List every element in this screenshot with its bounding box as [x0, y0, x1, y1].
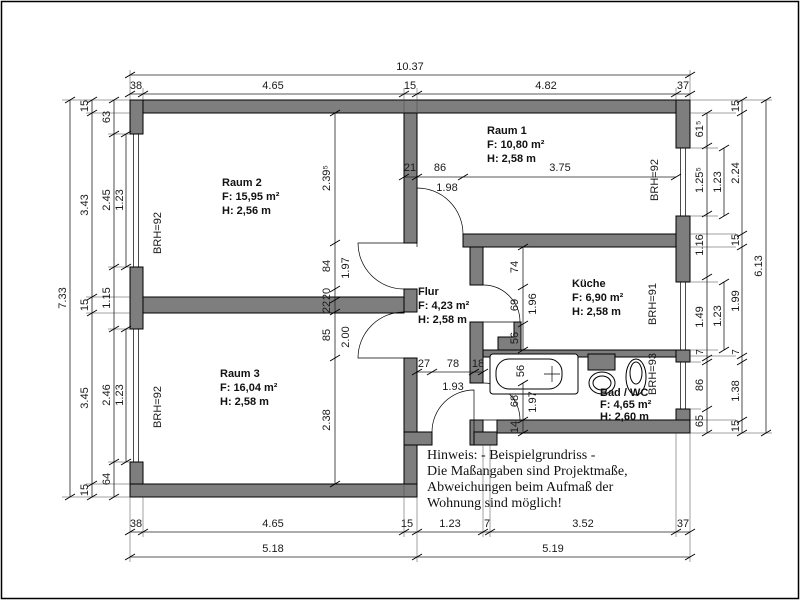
room-height: H: 2,56 m	[222, 205, 271, 217]
dim-left-inner-3: 2.46	[101, 384, 113, 406]
dim-bad-0: 68	[509, 394, 521, 408]
wall-center-bottom	[404, 358, 417, 484]
dim-top-3: 4.82	[535, 80, 557, 92]
room-name: Flur	[418, 286, 439, 298]
note-line-2: Die Maßangaben sind Projektmaße,	[427, 464, 628, 479]
dim-center-5: 2.38	[321, 409, 333, 431]
dim-bottom-5: 3.52	[572, 518, 594, 530]
dim-bad-1: 14	[509, 420, 521, 434]
dim-entry-1: 78	[446, 358, 460, 370]
dim-left-outer-1: 3.43	[79, 194, 91, 216]
dim-raum1-1: 86	[433, 162, 447, 174]
dim-center-height-0: 1.97	[340, 257, 352, 279]
dim-top-4: 37	[676, 80, 690, 92]
dim-bad-door-height: 1.97	[527, 391, 539, 413]
room-area: F: 4,65 m²	[600, 399, 652, 411]
wall-center-mid	[404, 289, 417, 312]
dim-left-outer-2: 15	[79, 298, 91, 312]
note-line-3: Abweichungen beim Aufmaß der	[427, 480, 614, 495]
room-label-kueche	[572, 278, 624, 318]
brh-bad: BRH=93	[647, 353, 659, 395]
dim-right-outer-2: 15	[730, 233, 742, 247]
room-area: F: 15,95 m²	[222, 191, 280, 203]
room-name: Bad / WC	[600, 387, 649, 399]
dim-right-total: 6.13	[753, 255, 765, 277]
dim-kueche-door-height: 1.96	[527, 293, 539, 315]
dim-entry-2: 18	[471, 358, 485, 370]
dim-right-outer-4: 7	[731, 349, 742, 355]
dim-left-outer-3: 3.45	[79, 387, 91, 409]
room-label-raum2	[222, 177, 280, 217]
brh-raum3: BRH=92	[152, 386, 164, 428]
room-name: Küche	[572, 278, 606, 290]
wall-bottom-left	[130, 484, 417, 497]
dim-raum1-0: 21	[403, 162, 417, 174]
dim-left-total: 7.33	[57, 287, 69, 309]
dim-right-inner-5: 86	[694, 378, 706, 392]
dim-kueche-2: 56	[509, 331, 521, 345]
dim-center-0: 2.39⁵	[321, 165, 333, 191]
brh-raum1: BRH=92	[649, 159, 661, 201]
room-height: H: 2,58 m	[220, 396, 269, 408]
dim-entry-door-height: 1.93	[442, 381, 464, 393]
wall-raum1-bottom	[463, 234, 676, 247]
dim-left-outer-4: 15	[79, 483, 91, 497]
dim-right-outer-1: 2.24	[730, 162, 742, 184]
wall-entry-niche-left	[404, 432, 432, 445]
dim-right-inner-0: 61⁵	[694, 120, 706, 138]
dim-bottom-1: 4.65	[262, 518, 284, 530]
dim-center-3: 22	[321, 300, 333, 314]
room-name: Raum 2	[222, 177, 262, 189]
bad-duct	[588, 354, 615, 370]
brh-kueche: BRH=91	[647, 283, 659, 325]
dim-right-inner-3: 1.49	[694, 306, 706, 328]
dim-top-0: 38	[129, 80, 143, 92]
dim-right-outer-3: 1.99	[730, 290, 742, 312]
dim-center-2: 20	[321, 287, 333, 301]
dim-left-window-1: 1.23	[114, 384, 126, 406]
dim-right-outer-5: 1.38	[730, 380, 742, 402]
dim-left-window-0: 1.23	[114, 189, 126, 211]
wall-flur-kueche-2	[470, 322, 483, 383]
wall-left-2	[130, 267, 143, 329]
wall-right-2	[676, 216, 690, 282]
room-area: F: 4,23 m²	[418, 300, 470, 312]
door-raum1-swing	[417, 188, 463, 234]
wall-left-1	[130, 100, 143, 134]
dim-right-outer-0: 15	[730, 99, 742, 113]
dim-bottom-2: 15	[400, 518, 414, 530]
room-name: Raum 1	[487, 125, 527, 137]
door-raum3-swing	[358, 312, 404, 358]
dim-left-outer-0: 15	[79, 99, 91, 113]
dim-right-inner-1: 1.25⁵	[694, 167, 706, 193]
dim-right-window-1: 1.23	[712, 305, 724, 327]
dim-raum1-2: 3.75	[549, 162, 571, 174]
dim-center-4: 85	[321, 328, 333, 342]
dim-left-inner-0: 63	[101, 110, 113, 124]
wall-top	[130, 100, 690, 113]
dim-bottom-6: 37	[676, 518, 690, 530]
room-name: Raum 3	[220, 368, 260, 380]
dim-left-inner-1: 2.45	[101, 189, 113, 211]
room-height: H: 2,58 m	[487, 153, 536, 165]
door-raum2-swing	[358, 243, 404, 289]
dim-right-inner-4: 7	[695, 349, 706, 355]
dim-bottom-3: 1.23	[439, 518, 461, 530]
dim-bottom-0: 38	[129, 518, 143, 530]
dim-right-inner-2: 1.16	[694, 234, 706, 256]
dim-left-inner-2: 1.15	[101, 287, 113, 309]
dim-top-total: 10.37	[396, 61, 424, 73]
brh-raum2: BRH=92	[152, 212, 164, 254]
room-height: H: 2,58 m	[418, 314, 467, 326]
room-label-bad	[600, 387, 652, 423]
dim-right-outer-6: 15	[730, 419, 742, 433]
dim-kueche-0: 74	[509, 260, 521, 274]
dim-raum1-door-height: 1.98	[436, 182, 458, 194]
dim-tub-width: 56	[515, 364, 527, 378]
note-line-4: Wohnung sind möglich!	[427, 496, 562, 511]
dim-entry-0: 27	[417, 358, 431, 370]
door-entry-swing	[432, 390, 474, 432]
wall-raum2-raum3-divider	[143, 297, 404, 313]
room-label-flur	[418, 286, 470, 326]
room-label-raum3	[220, 368, 278, 408]
dim-bottom-total-0: 5.18	[262, 543, 284, 555]
room-height: H: 2,60 m	[600, 411, 649, 423]
note-line-1: Hinweis: - Beispielgrundriss -	[427, 448, 596, 463]
wall-entry-niche-right	[474, 432, 497, 445]
dim-top-2: 15	[403, 80, 417, 92]
room-label-raum1	[487, 125, 545, 165]
dim-kueche-1: 69	[509, 298, 521, 312]
dim-left-inner-4: 64	[101, 472, 113, 486]
dim-bottom-total-1: 5.19	[542, 543, 564, 555]
room-area: F: 10,80 m²	[487, 139, 545, 151]
room-area: F: 16,04 m²	[220, 382, 278, 394]
dim-center-height-1: 2.00	[340, 326, 352, 348]
dim-bottom-4: 7	[483, 518, 491, 530]
room-area: F: 6,90 m²	[572, 292, 624, 304]
wall-flur-kueche-1	[470, 247, 483, 285]
dim-right-window-0: 1.23	[712, 171, 724, 193]
wc-inner	[630, 362, 642, 384]
wall-right-1	[676, 100, 690, 148]
dim-center-1: 84	[321, 259, 333, 273]
wall-right-3	[676, 350, 690, 362]
dim-right-inner-6: 65	[694, 414, 706, 428]
note-block	[427, 448, 628, 511]
dim-top-1: 4.65	[262, 80, 284, 92]
room-height: H: 2,58 m	[572, 306, 621, 318]
